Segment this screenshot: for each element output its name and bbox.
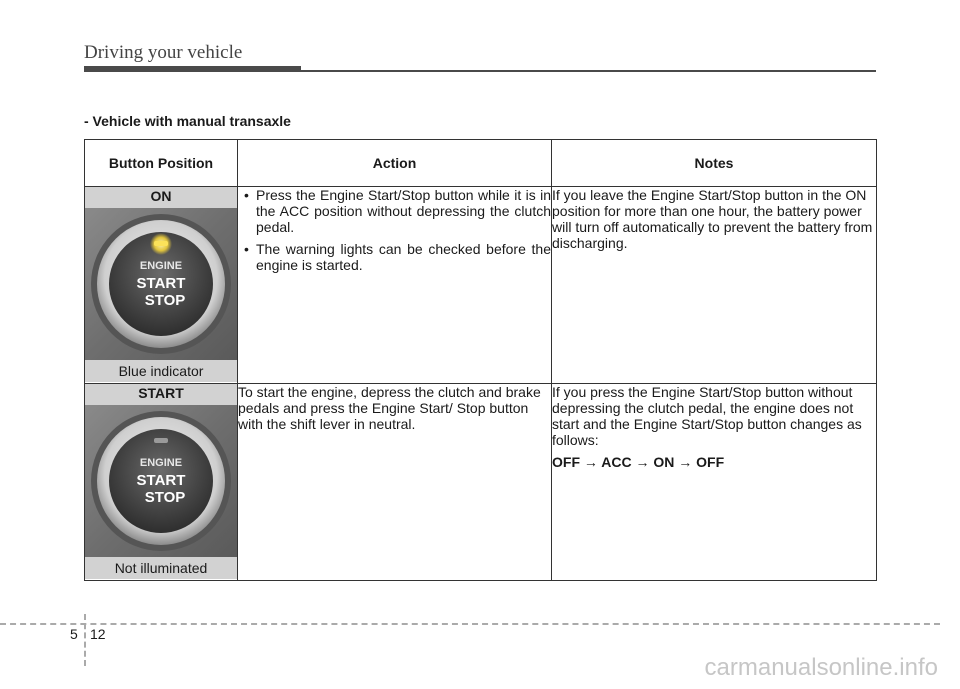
table-row [85, 384, 877, 581]
notes-text: If you leave the Engine Start/Stop button in the ON position for more than one hour, the battery power will turn off automatically to prevent the battery from discharging. [552, 187, 873, 251]
notes-cell [552, 187, 877, 384]
page-header-title: Driving your vehicle [84, 42, 243, 63]
action-cell [238, 384, 552, 581]
action-bullet: • Press the Engine Start/Stop button while it is in the ACC position without depressing the clutch pedal. [238, 187, 551, 235]
position-caption: Not illuminated [85, 557, 237, 579]
notes-text: If you press the Engine Start/Stop button without depressing the clutch pedal, the engine does not start and the Engine Start/Stop button changes as follows: [552, 384, 862, 448]
column-header-notes: Notes [552, 140, 877, 187]
page-number: 12 [90, 626, 106, 642]
position-label: ON [85, 187, 237, 208]
action-text: To start the engine, depress the clutch and brake pedals and press the Engine Start/ Stop button with the shift lever in neutral. [238, 384, 541, 432]
engine-start-button-icon [85, 405, 238, 557]
start-button-image [85, 405, 237, 557]
action-bullet-list [238, 187, 551, 273]
footer-vertical-rule [84, 614, 86, 666]
column-header-action: Action [238, 140, 552, 187]
button-position-table [84, 139, 877, 581]
watermark: carmanualsonline.info [704, 654, 938, 681]
column-header-position: Button Position [85, 140, 238, 187]
table-row [85, 187, 877, 384]
position-cell [85, 384, 238, 581]
button-text-engine: ENGINE [139, 260, 183, 272]
action-cell [238, 187, 552, 384]
position-cell [85, 187, 238, 384]
chapter-number: 5 [70, 626, 78, 642]
engine-start-button-icon [85, 208, 238, 360]
start-button-image [85, 208, 237, 360]
state-sequence: OFF → ACC → ON → OFF [552, 454, 725, 470]
header-rule [84, 70, 876, 72]
button-text-stop: STOP [144, 489, 186, 506]
button-text-engine: ENGINE [139, 457, 183, 469]
button-text-start: START [136, 275, 186, 292]
section-heading: - Vehicle with manual transaxle [84, 113, 291, 129]
button-text-stop: STOP [144, 292, 186, 309]
position-label: START [85, 384, 237, 405]
button-text-start: START [136, 472, 186, 489]
action-bullet: • The warning lights can be checked before the engine is started. [238, 241, 551, 273]
table-header-row [85, 140, 877, 187]
indicator-light [154, 438, 168, 443]
footer-dashed-rule [0, 623, 940, 625]
position-caption: Blue indicator [85, 360, 237, 382]
notes-cell [552, 384, 877, 581]
